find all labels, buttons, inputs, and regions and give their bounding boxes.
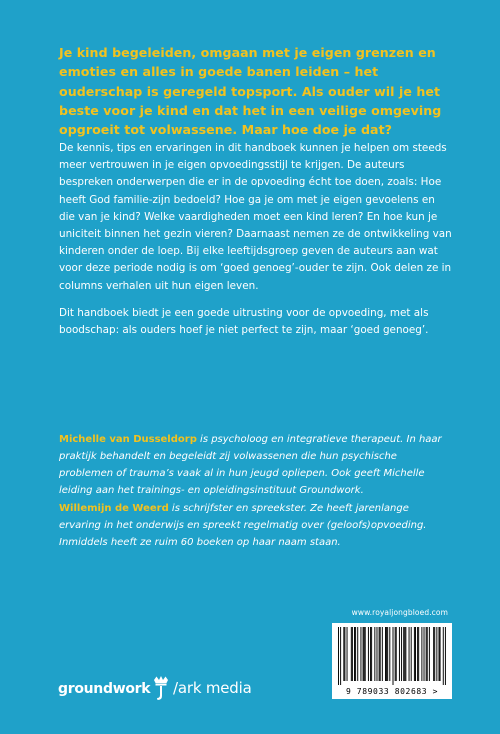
- barcode-bar: [371, 627, 372, 681]
- barcode-bar: [404, 627, 405, 681]
- barcode-bar: [354, 627, 355, 681]
- barcode-bar: [434, 627, 435, 681]
- barcode-bar: [426, 627, 427, 681]
- barcode-bar: [424, 627, 425, 681]
- barcode-bar: [357, 627, 358, 681]
- barcode-bar: [445, 627, 446, 685]
- barcode-bar: [385, 627, 386, 681]
- barcode-bar: [379, 627, 380, 681]
- barcode-bar: [405, 627, 406, 681]
- barcode-bar: [396, 627, 397, 681]
- intro-text: Je kind begeleiden, omgaan met je eigen grenzen en emoties en alles in goede banen leiden – het ouderschap is geregeld topsport. Als ouder wil je het beste voor je kind en dat het in een veilige omgeving opgroeit tot volwassene. Maar hoe doe je dat?: [59, 45, 442, 138]
- author-name-2: Willemijn de Weerd: [59, 503, 169, 514]
- barcode-bar: [352, 627, 353, 681]
- publisher-url: www.royaljongbloed.com: [351, 608, 448, 617]
- barcode-bar: [386, 627, 387, 681]
- author-description-2: is schrijfster en spreekster. Ze heeft jarenlange ervaring in het onderwijs en spreekt regelmatig over (geloofs)opvoeding. Inmiddels heeft ze ruim 60 boeken op haar naam staan.: [59, 503, 427, 548]
- ark-media-text: /ark media: [173, 679, 252, 697]
- barcode-bar: [427, 627, 428, 681]
- barcode-bar: [368, 627, 369, 681]
- barcode-bar: [395, 627, 396, 681]
- isbn-barcode: [332, 623, 452, 699]
- barcode-bar: [443, 627, 444, 685]
- barcode-bar: [382, 627, 383, 681]
- barcode-bar: [377, 627, 378, 681]
- barcode-bar: [417, 627, 418, 681]
- barcode-bars: [338, 627, 446, 685]
- barcode-bar: [399, 627, 400, 681]
- barcode-bar: [409, 627, 410, 681]
- barcode-bar: [365, 627, 366, 681]
- barcode-bar: [393, 627, 394, 685]
- crown-icon: [151, 674, 171, 702]
- author-description-1: is psycholoog en integratieve therapeut. In haar praktijk behandelt en begeleidt zij volwassenen die hun psychische problemen of trauma’s vaak al in hun jeugd opliepen. Ook geeft Michelle leiding aan het trainings- en opleidingsinstituut Groundwork.: [59, 434, 442, 496]
- barcode-bar: [351, 627, 352, 681]
- author-name-1: Michelle van Dusseldorp: [59, 434, 197, 445]
- barcode-bar: [355, 627, 356, 681]
- body-paragraph-1: De kennis, tips en ervaringen in dit handboek kunnen je helpen om steeds meer vertrouwen in je eigen opvoedingsstijl te krijgen. De auteurs bespreken onderwerpen die er in de opvoeding écht toe doen, zoals: Hoe heeft God familie-zijn bedoeld? Hoe ga je om met je eigen gevoelens en die van je kind? Welke vaardigheden moet een kind leren? En hoe kun je uniciteit binnen het gezin vieren? Daarnaast nemen ze de ontwikkeling van kinderen onder de loep. Bij elke leeftijdsgroep geven de auteurs aan wat voor deze periode nodig is om ‘goed genoeg’-ouder te zijn. Ook delen ze in columns verhalen uit hun eigen leven.: [59, 142, 452, 292]
- barcode-bar: [439, 627, 440, 681]
- barcode-bar: [433, 627, 434, 681]
- barcode-bar: [340, 627, 341, 685]
- barcode-bar: [436, 627, 437, 681]
- barcode-bar: [403, 627, 404, 681]
- barcode-bar: [343, 627, 344, 681]
- author-bio-2: [59, 500, 453, 551]
- barcode-bar: [401, 627, 402, 681]
- barcode-bar: [360, 627, 361, 681]
- barcode-bar: [347, 627, 348, 681]
- barcode-bar: [387, 627, 388, 681]
- barcode-bar: [411, 627, 412, 681]
- author-bio-1: [59, 431, 453, 499]
- barcode-bar: [364, 627, 365, 681]
- groundwork-logo: groundwork: [58, 681, 151, 697]
- barcode-bar: [363, 627, 364, 681]
- barcode-bar: [389, 627, 390, 681]
- isbn-digits: 9 789033 802683 >: [345, 687, 439, 696]
- barcode-bar: [429, 627, 430, 681]
- barcode-bar: [380, 627, 381, 681]
- barcode-bar: [440, 627, 441, 681]
- barcode-bar: [421, 627, 422, 681]
- ark-media-logo: [151, 674, 252, 702]
- body-paragraph-2: Dit handboek biedt je een goede uitrusting voor de opvoeding, met als boodschap: als ouders hoef je niet perfect te zijn, maar ‘goed genoeg’.: [59, 307, 429, 337]
- barcode-bar: [418, 627, 419, 681]
- barcode-bar: [414, 627, 415, 681]
- barcode-bar: [374, 627, 375, 681]
- barcode-bar: [370, 627, 371, 681]
- barcode-bar: [344, 627, 345, 681]
- barcode-bar: [338, 627, 339, 685]
- barcode-bar: [415, 627, 416, 681]
